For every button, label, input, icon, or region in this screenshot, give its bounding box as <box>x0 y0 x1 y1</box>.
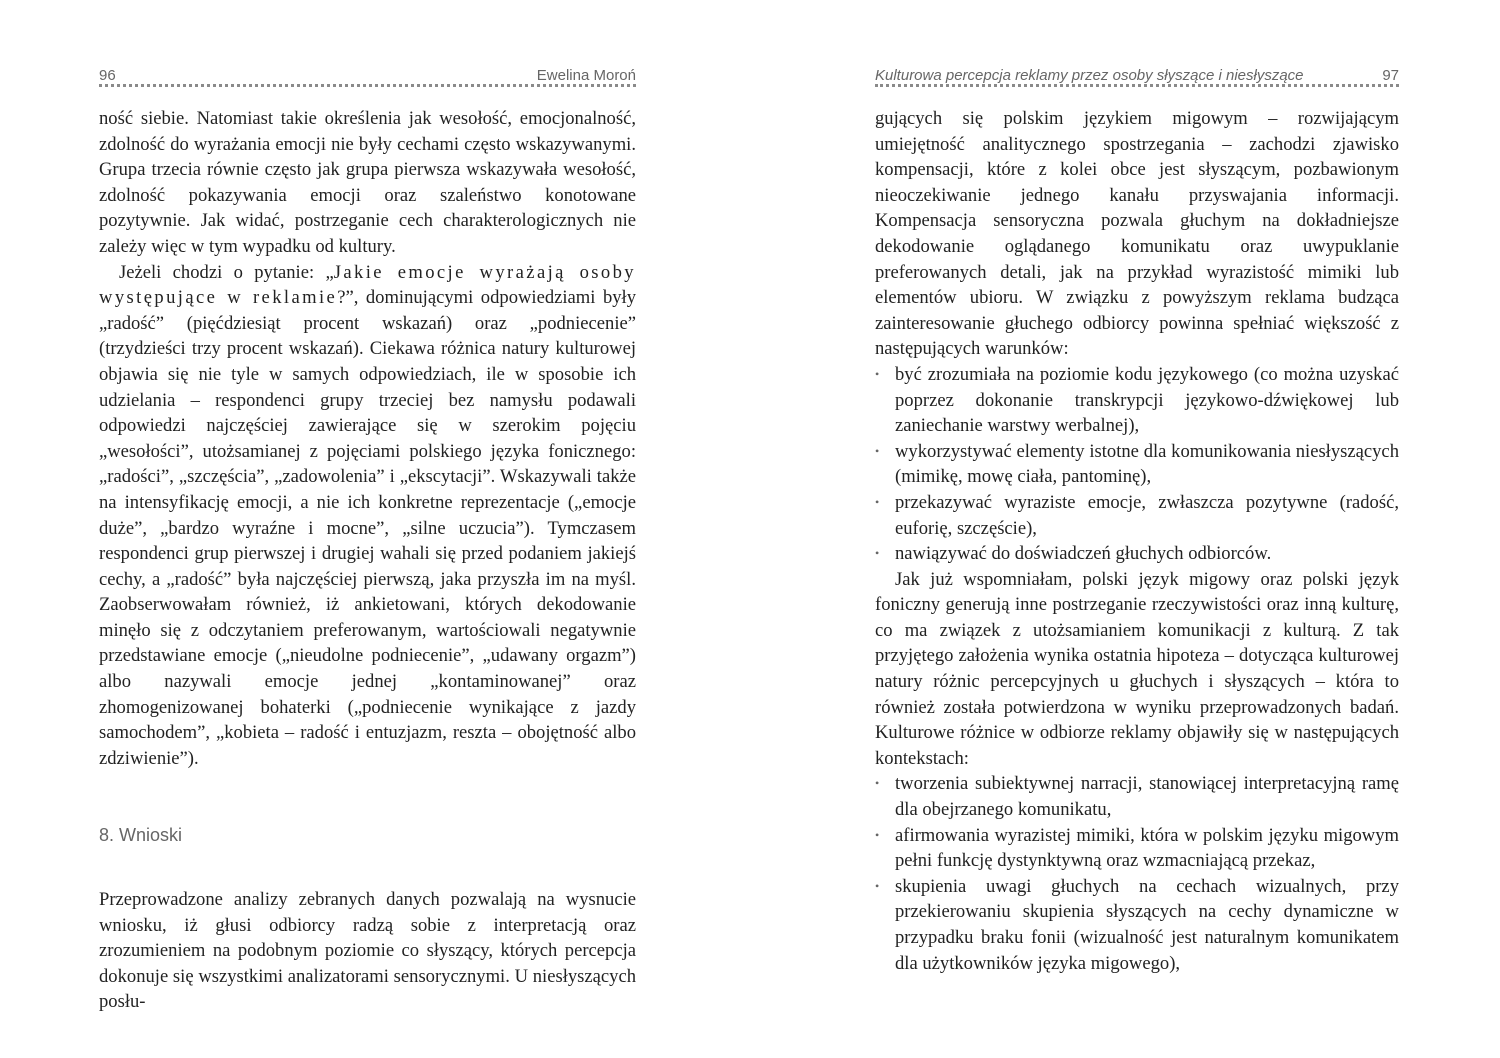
running-head: Kulturowa percepcja reklamy przez osoby słyszące i niesłyszące <box>875 67 1304 84</box>
page-header <box>99 60 636 84</box>
list-item <box>875 362 1399 439</box>
bullet-icon: • <box>875 878 880 893</box>
paragraph: ność siebie. Natomiast takie określenia jak wesołość, emocjonalność, zdolność do wyrażania emocji nie były cechami często wskazywanymi. Grupa trzecia równie często jak grupa pierwsza wskazywała wesołość, zdolność pokazywania emocji oraz szaleństwo konotowane pozytywnie. Jak widać, postrzeganie cech charakterologicznych nie zależy więc w tym wypadku od kultury. <box>99 108 636 257</box>
page-body <box>99 106 636 1015</box>
page-header <box>875 60 1399 84</box>
page-body <box>875 106 1399 976</box>
section-heading: 8. Wnioski <box>99 825 183 846</box>
list-item-text: nawiązywać do doświadczeń głuchych odbiorców. <box>895 543 1272 565</box>
text-run: ?”, dominującymi odpowiedziami były „radość” (pięćdziesiąt procent wskazań) oraz „podniecenie” (trzydzieści trzy procent wskazań). Ciekawa różnica natury kulturowej objawia się nie tyle w samych odpowiedziach, ile w sposobie ich udzielania – respondenci grupy trzeciej bez namysłu podawali odpowiedzi najczęściej zawierające się w szerokim pojęciu „wesołości”, utożsamianej z pojęciami polskiego języka fonicznego: „radości”, „szczęścia”, „zadowolenia” i „ekscytacji”. Wskazywali także na intensyfikację emocji, a nie ich konkretne reprezentacje („emocje duże”, „bardzo wyraźne i mocne”, „silne uczucia”). Tymczasem respondenci grup pierwszej i drugiej wahali się przed podaniem jakiejś cechy, a „radość” była najczęściej pierwszą, jaka przyszła im na myśl. Zaobserwowałam również, iż ankietowani, których dekodowanie minęło się z odczytaniem preferowanym, wartościowali negatywnie przedstawiane emocje („nieudolne podniecenie”, „udawany orgazm”) albo nazywali emocje jednej „kontaminowanej” oraz zhomogenizowanej bohaterki („podniecenie wynikające z jazdy samochodem”, „kobieta – radość i entuzjazm, reszta – obojętność albo zdziwienie”). <box>99 287 637 769</box>
list-item-text: być zrozumiała na poziomie kodu językowego (co można uzyskać poprzez dokonanie transkrypcji językowo-dźwiękowej lub zaniechanie warstwy werbalnej), <box>895 363 1399 437</box>
bullet-icon: • <box>875 776 880 791</box>
list-item <box>875 771 1399 822</box>
bullet-list <box>875 771 1399 976</box>
paragraph: gujących się polskim językiem migowym – rozwijającym umiejętność analitycznego spostrzegania – zachodzi zjawisko kompensacji, które z kolei obce jest słyszącym, pozbawionym nieoczekiwanie jednego kanału przyswajania informacji. Kompensacja sensoryczna pozwala głuchym na dokładniejsze dekodowanie oglądanego komunikatu oraz uwypuklanie preferowanych detali, jak na przykład wyrazistość mimiki lub elementów ubioru. W związku z powyższym reklama budząca zainteresowanie głuchego odbiorcy powinna spełniać większość z następujących warunków: <box>875 108 1399 360</box>
paragraph <box>99 260 636 772</box>
bullet-icon: • <box>875 443 880 458</box>
left-page <box>99 0 636 1058</box>
list-item-text: tworzenia subiektywnej narracji, stanowiącej interpretacyjną ramę dla obejrzanego komunikatu, <box>895 773 1399 821</box>
paragraph: Jak już wspomniałam, polski język migowy oraz polski język foniczny generują inne postrzeganie rzeczywistości oraz inną kulturę, co ma związek z utożsamianiem komunikacji z kulturą. Z tak przyjętego założenia wynika ostatnia hipoteza – dotycząca kulturowej natury różnic percepcyjnych u głuchych i słyszących – która to również została potwierdzona w wyniku przeprowadzonych badań. Kulturowe różnice w odbiorze reklamy objawiły się w następujących kontekstach: <box>875 568 1399 769</box>
bullet-icon: • <box>875 827 880 842</box>
list-item-text: przekazywać wyraziste emocje, zwłaszcza pozytywne (radość, euforię, szczęście), <box>895 491 1399 539</box>
paragraph: Przeprowadzone analizy zebranych danych pozwalają na wysnucie wniosku, iż głusi odbiorcy radzą sobie z interpretacją oraz zrozumieniem na podobnym poziomie co słyszący, których percepcja dokonuje się wszystkimi analizatorami sensorycznymi. U niesłyszących posłu- <box>99 889 636 1013</box>
list-item-text: afirmowania wyrazistej mimiki, która w polskim języku migowym pełni funkcję dystynktywną oraz wzmacniającą przekaz, <box>895 824 1399 872</box>
bullet-icon: • <box>875 494 880 509</box>
page-number: 97 <box>1382 67 1399 84</box>
running-head: Ewelina Moroń <box>536 67 636 84</box>
list-item-text: wykorzystywać elementy istotne dla komunikowania niesłyszących (mimikę, mowę ciała, pantominę), <box>895 440 1399 488</box>
text-run: Jeżeli chodzi o pytanie: „ <box>119 261 334 283</box>
list-item <box>875 490 1399 541</box>
list-item <box>875 874 1399 976</box>
page-number: 96 <box>99 67 116 84</box>
right-page <box>875 0 1399 1058</box>
list-item-text: skupienia uwagi głuchych na cechach wizualnych, przy przekierowaniu skupienia słyszących na cechy dynamiczne w przypadku braku fonii (wizualność jest naturalnym komunikatem dla użytkowników języka migowego), <box>895 875 1399 974</box>
dotted-rule <box>875 84 1399 87</box>
list-item <box>875 541 1399 567</box>
dotted-rule <box>99 84 636 87</box>
bullet-list <box>875 362 1399 567</box>
list-item <box>875 823 1399 874</box>
list-item <box>875 439 1399 490</box>
bullet-icon: • <box>875 546 880 561</box>
spaced-question: Jakie emocje wyrażają osoby występujące w reklamie <box>99 261 636 309</box>
bullet-icon: • <box>875 366 880 381</box>
